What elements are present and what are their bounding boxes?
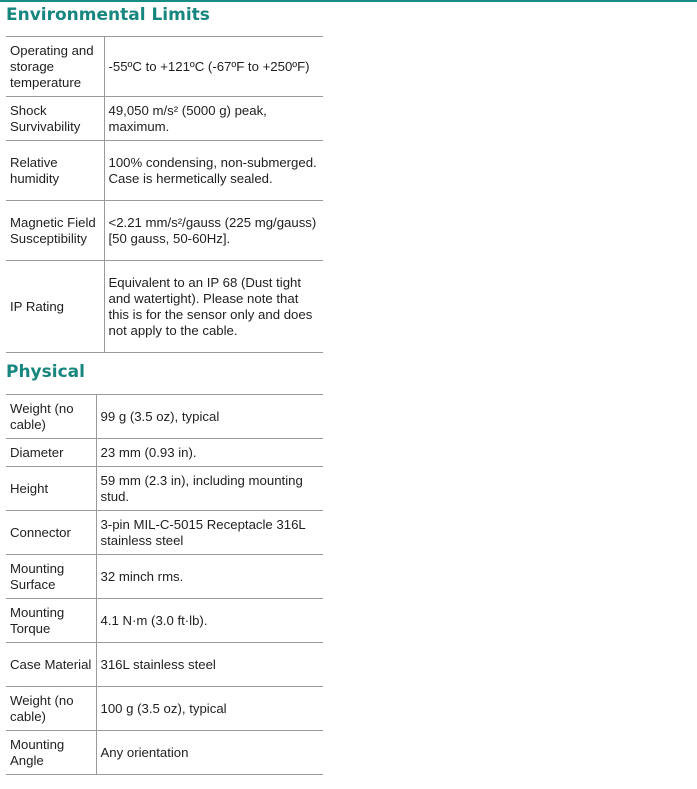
spec-label: Magnetic Field Susceptibility: [6, 201, 104, 261]
table-row: [6, 141, 323, 201]
spec-value: 32 minch rms.: [96, 555, 323, 599]
spec-value: <2.21 mm/s²/gauss (225 mg/gauss) [50 gauss, 50-60Hz].: [104, 201, 323, 261]
spec-label: IP Rating: [6, 261, 104, 353]
table-row: [6, 599, 323, 643]
spec-value: 3-pin MIL-C-5015 Receptacle 316L stainless steel: [96, 511, 323, 555]
spec-value: -55ºC to +121ºC (-67ºF to +250ºF): [104, 37, 323, 97]
physical-title: Physical: [6, 362, 85, 382]
spec-label: Relative humidity: [6, 141, 104, 201]
spec-value: 100% condensing, non-submerged. Case is hermetically sealed.: [104, 141, 323, 201]
spec-label: Height: [6, 467, 96, 511]
table-row: [6, 201, 323, 261]
table-row: [6, 467, 323, 511]
spec-value: 4.1 N·m (3.0 ft·lb).: [96, 599, 323, 643]
table-row: [6, 555, 323, 599]
spec-value: 100 g (3.5 oz), typical: [96, 687, 323, 731]
spec-value: Any orientation: [96, 731, 323, 775]
environmental-limits-table: [6, 36, 323, 353]
spec-value: 316L stainless steel: [96, 643, 323, 687]
spec-value: 99 g (3.5 oz), typical: [96, 395, 323, 439]
spec-label: Mounting Surface: [6, 555, 96, 599]
spec-label: Diameter: [6, 439, 96, 467]
table-row: [6, 37, 323, 97]
physical-table: [6, 394, 323, 775]
spec-label: Mounting Angle: [6, 731, 96, 775]
spec-label: Operating and storage temperature: [6, 37, 104, 97]
table-row: [6, 97, 323, 141]
table-row: [6, 261, 323, 353]
spec-label: Connector: [6, 511, 96, 555]
spec-label: Weight (no cable): [6, 687, 96, 731]
spec-value: Equivalent to an IP 68 (Dust tight and watertight). Please note that this is for the sensor only and does not apply to the cable.: [104, 261, 323, 353]
spec-label: Shock Survivability: [6, 97, 104, 141]
table-row: [6, 511, 323, 555]
spec-label: Weight (no cable): [6, 395, 96, 439]
spec-value: 23 mm (0.93 in).: [96, 439, 323, 467]
spec-label: Case Material: [6, 643, 96, 687]
table-row: [6, 439, 323, 467]
spec-label: Mounting Torque: [6, 599, 96, 643]
top-rule: [0, 0, 697, 2]
table-row: [6, 731, 323, 775]
table-row: [6, 687, 323, 731]
spec-value: 49,050 m/s² (5000 g) peak, maximum.: [104, 97, 323, 141]
environmental-limits-title: Environmental Limits: [6, 5, 210, 25]
table-row: [6, 395, 323, 439]
table-row: [6, 643, 323, 687]
spec-value: 59 mm (2.3 in), including mounting stud.: [96, 467, 323, 511]
